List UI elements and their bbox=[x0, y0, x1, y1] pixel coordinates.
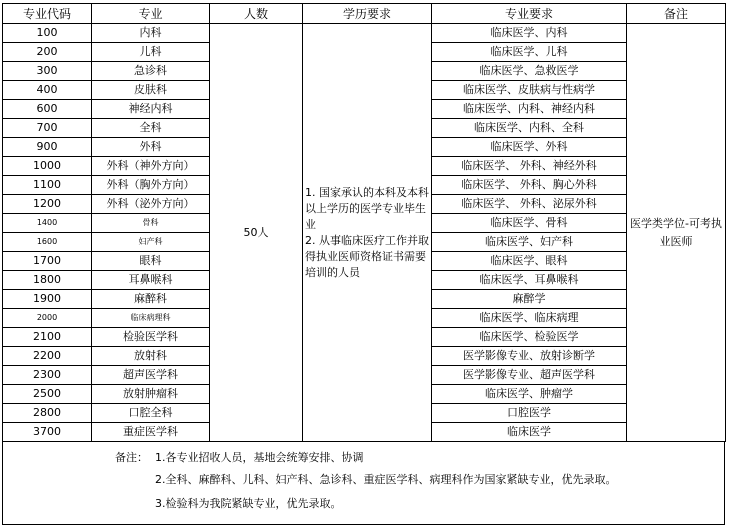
cell-major-requirement: 临床医学、皮肤病与性病学 bbox=[432, 81, 627, 100]
cell-code: 2800 bbox=[3, 404, 92, 423]
cell-code: 200 bbox=[3, 43, 92, 62]
header-count: 人数 bbox=[210, 4, 303, 24]
note-item-1: 1.各专业招收人员，基地会统筹安排、协调 bbox=[155, 451, 364, 464]
cell-code: 1200 bbox=[3, 195, 92, 214]
cell-major: 重症医学科 bbox=[92, 423, 210, 442]
cell-major: 临床病理科 bbox=[92, 309, 210, 328]
cell-code: 2200 bbox=[3, 347, 92, 366]
cell-major-requirement: 临床医学、耳鼻喉科 bbox=[432, 271, 627, 290]
cell-major: 放射肿瘤科 bbox=[92, 385, 210, 404]
cell-education bbox=[303, 24, 432, 442]
header-education: 学历要求 bbox=[303, 4, 432, 24]
cell-major: 皮肤科 bbox=[92, 81, 210, 100]
education-item: 1. 国家承认的本科及本科以上学历的医学专业毕生业 bbox=[305, 185, 429, 231]
cell-code: 700 bbox=[3, 119, 92, 138]
cell-major: 放射科 bbox=[92, 347, 210, 366]
cell-code: 2000 bbox=[3, 309, 92, 328]
notes-section bbox=[2, 441, 725, 525]
cell-major: 急诊科 bbox=[92, 62, 210, 81]
cell-major: 超声医学科 bbox=[92, 366, 210, 385]
cell-major: 眼科 bbox=[92, 252, 210, 271]
cell-code: 1900 bbox=[3, 290, 92, 309]
cell-major-requirement: 麻醉学 bbox=[432, 290, 627, 309]
cell-major-requirement: 临床医学、急救医学 bbox=[432, 62, 627, 81]
recruitment-table bbox=[2, 3, 726, 442]
education-item: 2. 从事临床医疗工作并取得执业医师资格证书需要培训的人员 bbox=[305, 233, 429, 279]
cell-major: 外科（神外方向） bbox=[92, 157, 210, 176]
cell-major-requirement: 临床医学、内科 bbox=[432, 24, 627, 43]
cell-code: 1100 bbox=[3, 176, 92, 195]
cell-code: 100 bbox=[3, 24, 92, 43]
cell-count: 50人 bbox=[210, 24, 303, 442]
cell-major-requirement: 临床医学、眼科 bbox=[432, 252, 627, 271]
cell-code: 400 bbox=[3, 81, 92, 100]
notes-label: 备注： bbox=[115, 451, 148, 464]
cell-major: 外科（胸外方向） bbox=[92, 176, 210, 195]
cell-major-requirement: 临床医学、儿科 bbox=[432, 43, 627, 62]
cell-major-requirement: 临床医学、 外科、神经外科 bbox=[432, 157, 627, 176]
cell-code: 300 bbox=[3, 62, 92, 81]
cell-major-requirement: 临床医学、 外科、胸心外科 bbox=[432, 176, 627, 195]
cell-major: 儿科 bbox=[92, 43, 210, 62]
cell-code: 2100 bbox=[3, 328, 92, 347]
cell-code: 2500 bbox=[3, 385, 92, 404]
header-code: 专业代码 bbox=[3, 4, 92, 24]
cell-major: 口腔全科 bbox=[92, 404, 210, 423]
cell-major-requirement: 医学影像专业、超声医学科 bbox=[432, 366, 627, 385]
cell-remark: 医学类学位-可考执业医师 bbox=[627, 24, 726, 442]
cell-major: 检验医学科 bbox=[92, 328, 210, 347]
header-row bbox=[3, 4, 726, 24]
cell-code: 1600 bbox=[3, 233, 92, 252]
cell-major-requirement: 临床医学、内科、神经内科 bbox=[432, 100, 627, 119]
cell-code: 1700 bbox=[3, 252, 92, 271]
cell-code: 600 bbox=[3, 100, 92, 119]
cell-major-requirement: 临床医学、 外科、泌尿外科 bbox=[432, 195, 627, 214]
cell-major-requirement: 医学影像专业、放射诊断学 bbox=[432, 347, 627, 366]
cell-code: 1800 bbox=[3, 271, 92, 290]
header-major-requirement: 专业要求 bbox=[432, 4, 627, 24]
cell-major-requirement: 临床医学、外科 bbox=[432, 138, 627, 157]
cell-major-requirement: 临床医学 bbox=[432, 423, 627, 442]
cell-major: 外科（泌外方向） bbox=[92, 195, 210, 214]
cell-code: 1400 bbox=[3, 214, 92, 233]
cell-major-requirement: 临床医学、骨科 bbox=[432, 214, 627, 233]
cell-major: 内科 bbox=[92, 24, 210, 43]
cell-major-requirement: 临床医学、肿瘤学 bbox=[432, 385, 627, 404]
cell-major-requirement: 临床医学、内科、全科 bbox=[432, 119, 627, 138]
note-item-2: 2.全科、麻醉科、儿科、妇产科、急诊科、重症医学科、病理科作为国家紧缺专业，优先录取。 bbox=[155, 473, 617, 486]
cell-code: 3700 bbox=[3, 423, 92, 442]
cell-code: 900 bbox=[3, 138, 92, 157]
cell-major: 骨科 bbox=[92, 214, 210, 233]
cell-major: 全科 bbox=[92, 119, 210, 138]
header-major: 专业 bbox=[92, 4, 210, 24]
cell-code: 2300 bbox=[3, 366, 92, 385]
note-item-3: 3.检验科为我院紧缺专业，优先录取。 bbox=[155, 497, 342, 510]
cell-major-requirement: 临床医学、检验医学 bbox=[432, 328, 627, 347]
header-remark: 备注 bbox=[627, 4, 726, 24]
cell-major-requirement: 临床医学、临床病理 bbox=[432, 309, 627, 328]
cell-code: 1000 bbox=[3, 157, 92, 176]
table-row bbox=[3, 24, 726, 43]
cell-major: 麻醉科 bbox=[92, 290, 210, 309]
cell-major: 妇产科 bbox=[92, 233, 210, 252]
cell-major: 耳鼻喉科 bbox=[92, 271, 210, 290]
cell-major: 外科 bbox=[92, 138, 210, 157]
cell-major: 神经内科 bbox=[92, 100, 210, 119]
cell-major-requirement: 口腔医学 bbox=[432, 404, 627, 423]
cell-major-requirement: 临床医学、妇产科 bbox=[432, 233, 627, 252]
